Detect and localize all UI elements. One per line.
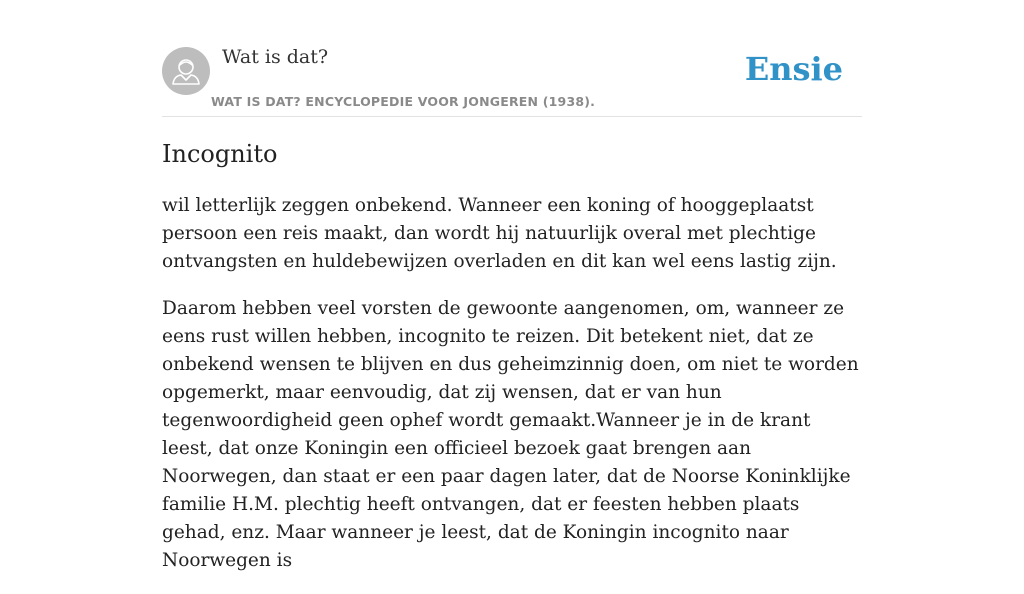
source-header (162, 40, 862, 117)
article-title: Incognito (162, 140, 278, 168)
article-paragraph: Daarom hebben veel vorsten de gewoonte aangenomen, om, wanneer ze eens rust willen hebben, incognito te reizen. Dit betekent niet, dat ze onbekend wensen te blijven en dus geheimzinnig doen, om niet te worden opgemerkt, maar eenvoudig, dat zij wensen, dat er van hun tegenwoordigheid geen ophef wordt gemaakt.Wanneer je in de krant leest, dat onze Koningin een officieel bezoek gaat brengen aan Noorwegen, dan staat er een paar dagen later, dat de Noorse Koninklijke familie H.M. plechtig heeft ontvangen, dat er feesten hebben plaats gehad, enz. Maar wanneer je leest, dat de Koningin incognito naar Noorwegen is (162, 298, 859, 571)
source-title[interactable]: Wat is dat? (222, 46, 329, 68)
article-paragraph: wil letterlijk zeggen onbekend. Wanneer een koning of hooggeplaatst persoon een reis maakt, dan wordt hij natuurlijk overal met plechtige ontvangsten en huldebewijzen overladen en dit kan wel eens lastig zijn. (162, 195, 837, 272)
ensie-logo[interactable]: Ensie (744, 50, 843, 88)
source-subtitle[interactable]: WAT IS DAT? ENCYCLOPEDIE VOOR JONGEREN (1938). (211, 94, 596, 109)
user-icon[interactable] (162, 47, 210, 95)
article-body (162, 192, 862, 594)
